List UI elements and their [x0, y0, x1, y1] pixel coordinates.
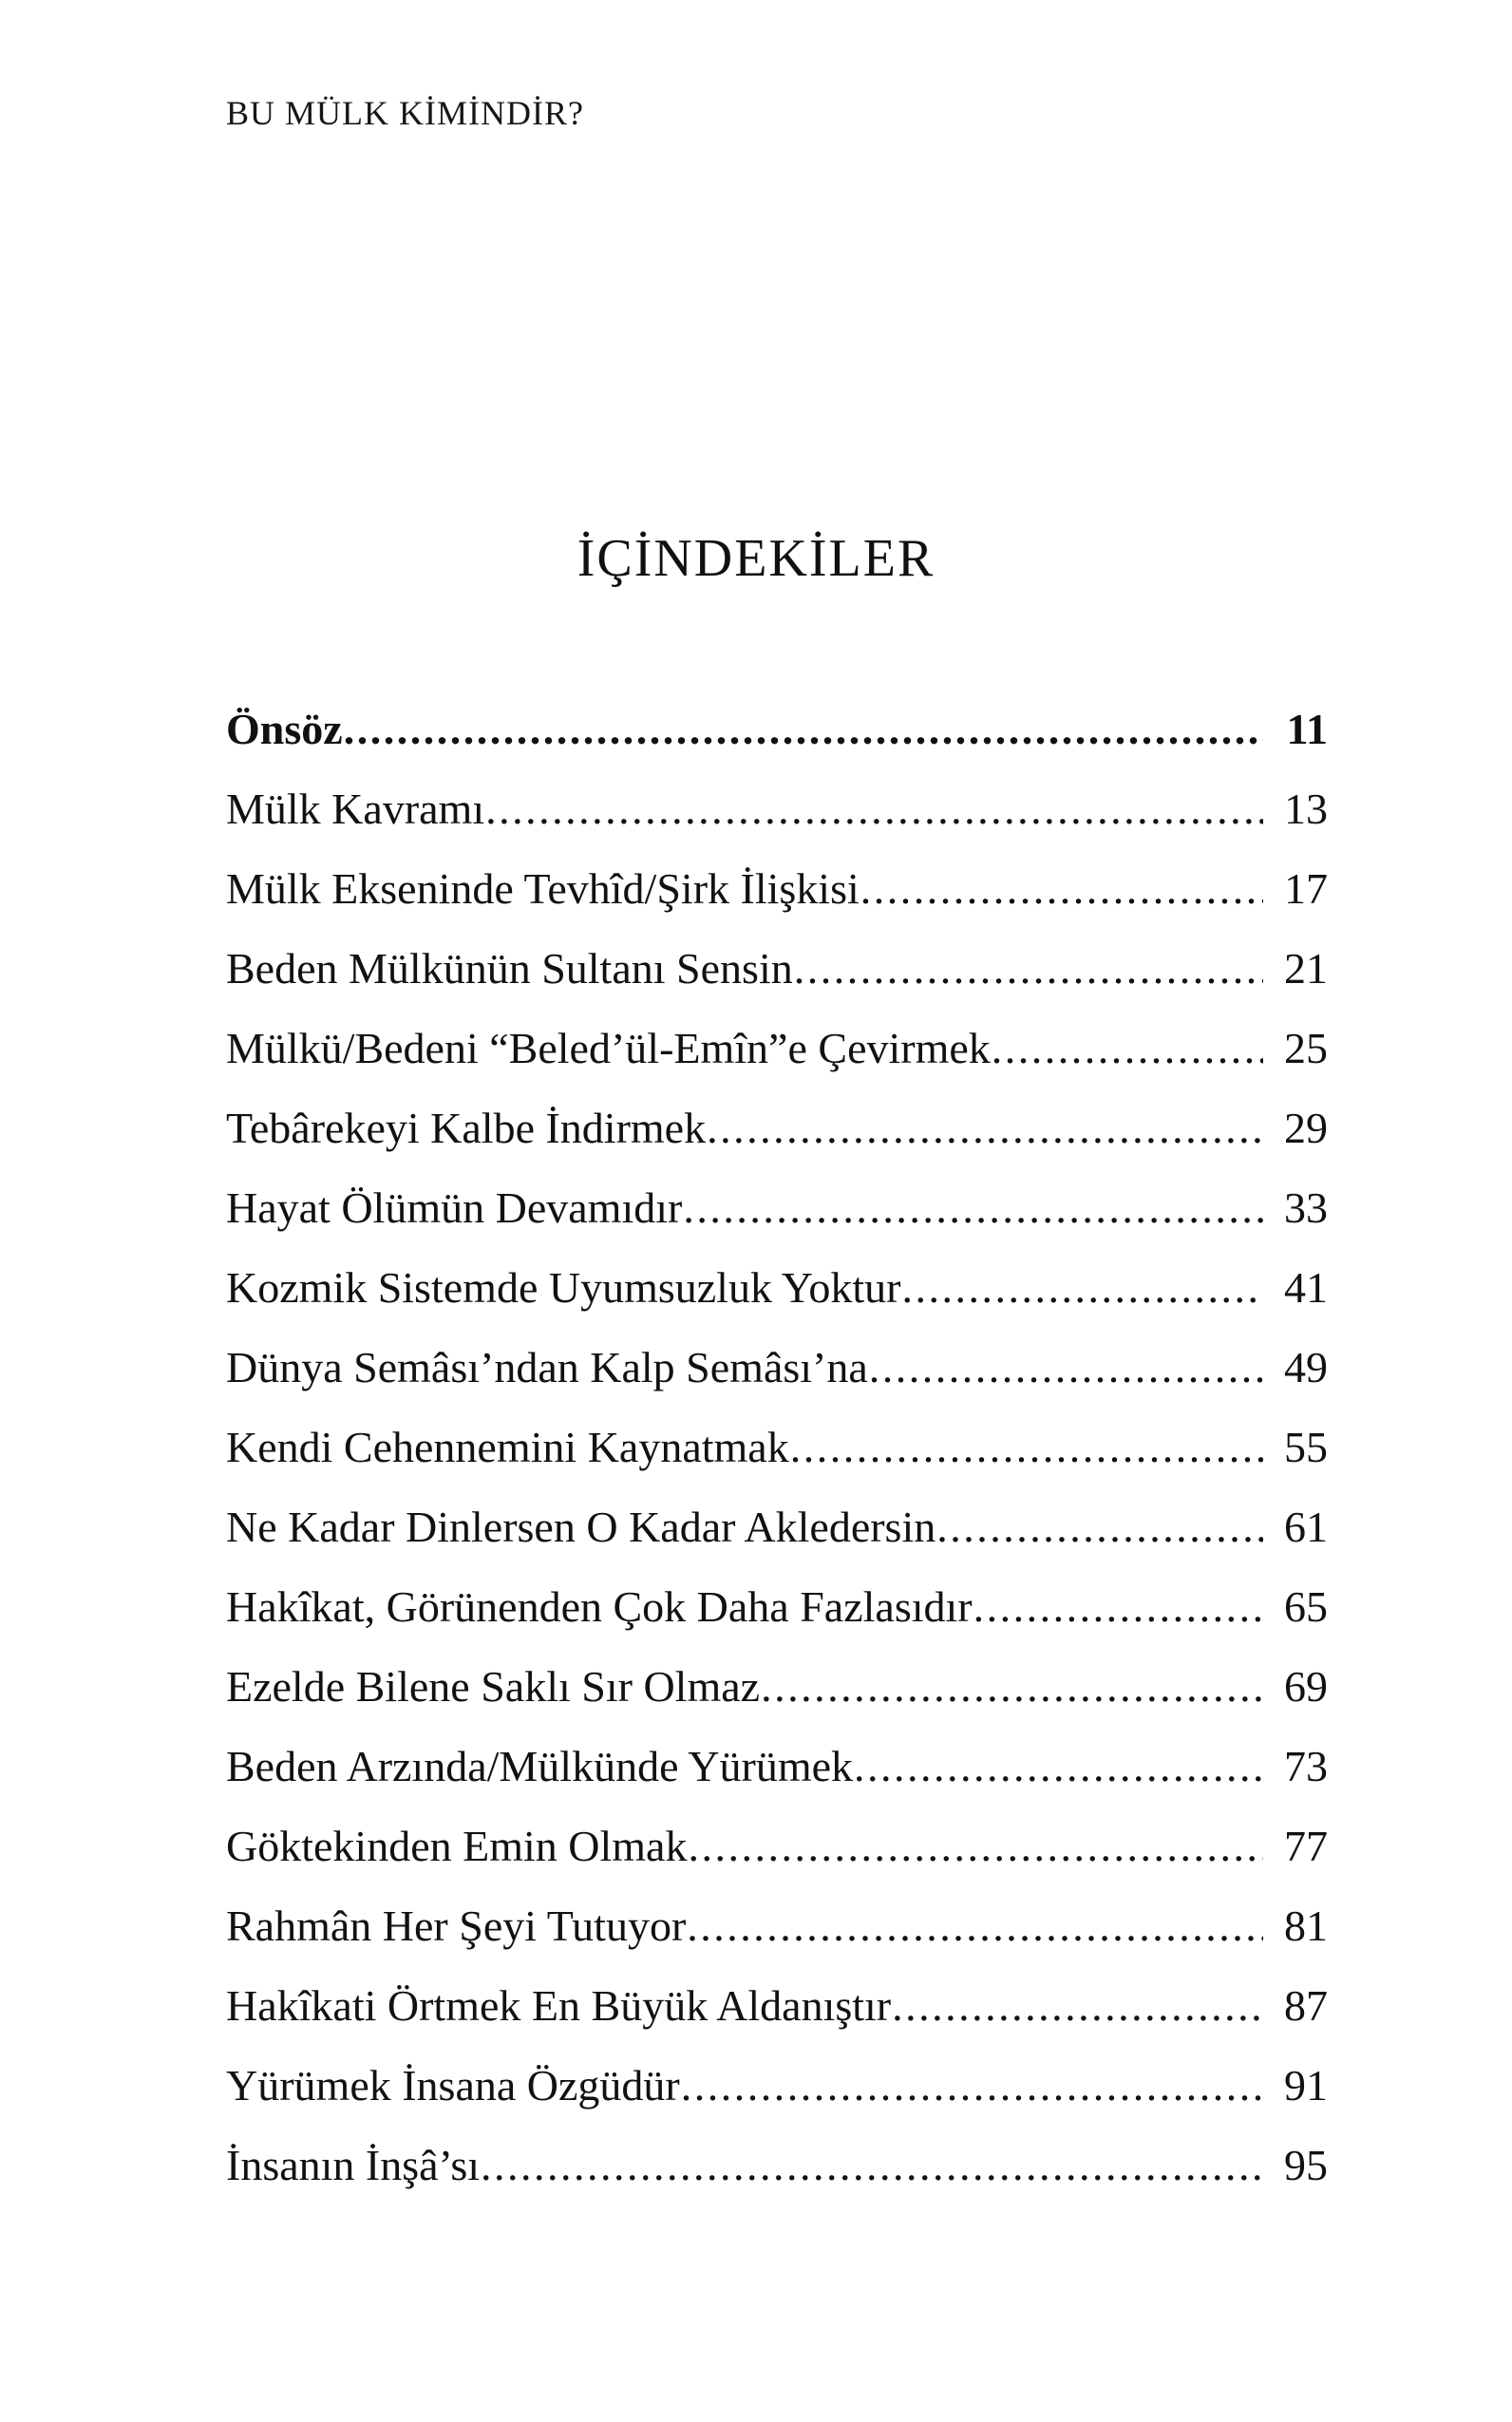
toc-entry-label: Tebârekeyi Kalbe İndirmek [226, 1104, 707, 1152]
toc-entry-label: Kozmik Sistemde Uyumsuzluk Yoktur [226, 1263, 901, 1312]
toc-entry-label: Ezelde Bilene Saklı Sır Olmaz [226, 1662, 761, 1711]
toc-entry-row [226, 1328, 1328, 1408]
toc-leader-dots [344, 690, 1263, 769]
toc-entry-row [226, 1567, 1328, 1647]
toc-leader-dots [973, 1567, 1263, 1647]
toc-entry-page-number: 41 [1284, 1263, 1328, 1312]
toc-entry-page-number: 49 [1284, 1343, 1328, 1391]
toc-entry-label: Kendi Cehennemini Kaynatmak [226, 1423, 789, 1471]
toc-entry-label: Ne Kadar Dinlersen O Kadar Akledersin [226, 1503, 936, 1551]
toc-entry-page-number: 33 [1284, 1183, 1328, 1232]
toc-entry-page-number: 21 [1284, 944, 1328, 993]
toc-entry-label: Dünya Semâsı’ndan Kalp Semâsı’na [226, 1343, 868, 1391]
toc-leader-dots [687, 1886, 1263, 1966]
toc-entry-row [226, 1487, 1328, 1567]
toc-entry-label: Göktekinden Emin Olmak [226, 1822, 688, 1870]
toc-leader-dots [761, 1647, 1263, 1727]
toc-entry-row [226, 1009, 1328, 1088]
toc-leader-dots [681, 2046, 1263, 2126]
toc-leader-dots [481, 2126, 1263, 2205]
toc-entry-label: Mülkü/Bedeni “Beled’ül-Emîn”e Çevirmek [226, 1024, 991, 1072]
toc-entry-page-number: 13 [1284, 785, 1328, 833]
toc-leader-dots [992, 1009, 1263, 1088]
toc-entry-label: Beden Mülkünün Sultanı Sensin [226, 944, 793, 993]
toc-leader-dots [936, 1487, 1263, 1567]
toc-entry-page-number: 65 [1284, 1582, 1328, 1631]
toc-title: İÇİNDEKİLER [576, 529, 936, 588]
toc-entry-label: Önsöz [226, 705, 343, 753]
toc-leader-dots [707, 1088, 1263, 1168]
toc-leader-dots [901, 1248, 1263, 1328]
toc-entry-label: Hayat Ölümün Devamıdır [226, 1183, 683, 1232]
running-header [226, 93, 584, 133]
toc-leader-dots [688, 1807, 1263, 1886]
toc-entry-label: Hakîkati Örtmek En Büyük Aldanıştır [226, 1981, 892, 2030]
toc-entry-label: Mülk Ekseninde Tevhîd/Şirk İlişkisi [226, 864, 860, 913]
toc-leader-dots [683, 1168, 1263, 1248]
toc-leader-dots [790, 1408, 1263, 1487]
book-title: BU MÜLK KİMİNDİR? [226, 94, 584, 132]
toc-entry-row [226, 2046, 1328, 2126]
toc-entry-row [226, 1647, 1328, 1727]
toc-entry-label: Beden Arzında/Mülkünde Yürümek [226, 1742, 854, 1790]
toc-entry-row [226, 1807, 1328, 1886]
toc-entry-row [226, 1966, 1328, 2046]
toc-entry-row [226, 690, 1328, 769]
toc-entry-page-number: 73 [1284, 1742, 1328, 1790]
toc-entry-page-number: 17 [1284, 864, 1328, 913]
toc-entry-row [226, 769, 1328, 849]
toc-entry-page-number: 87 [1284, 1981, 1328, 2030]
toc-list [226, 690, 1328, 2205]
toc-leader-dots [892, 1966, 1263, 2046]
toc-entry-page-number: 11 [1286, 705, 1328, 753]
toc-leader-dots [860, 849, 1263, 929]
toc-leader-dots [485, 769, 1263, 849]
toc-entry-page-number: 81 [1284, 1902, 1328, 1950]
toc-entry-row [226, 1727, 1328, 1807]
toc-leader-dots [794, 929, 1263, 1009]
toc-entry-label: İnsanın İnşâ’sı [226, 2141, 481, 2189]
toc-entry-row [226, 1248, 1328, 1328]
toc-entry-page-number: 55 [1284, 1423, 1328, 1471]
toc-entry-row [226, 1886, 1328, 1966]
toc-entry-page-number: 29 [1284, 1104, 1328, 1152]
toc-entry-row [226, 929, 1328, 1009]
toc-entry-page-number: 91 [1284, 2061, 1328, 2110]
toc-leader-dots [869, 1328, 1263, 1408]
toc-leader-dots [854, 1727, 1263, 1807]
toc-entry-row [226, 1408, 1328, 1487]
toc-entry-label: Hakîkat, Görünenden Çok Daha Fazlasıdır [226, 1582, 973, 1631]
toc-entry-page-number: 69 [1284, 1662, 1328, 1711]
toc-entry-row [226, 2126, 1328, 2205]
toc-entry-row [226, 849, 1328, 929]
toc-entry-label: Mülk Kavramı [226, 785, 485, 833]
toc-entry-row [226, 1168, 1328, 1248]
toc-entry-page-number: 25 [1284, 1024, 1328, 1072]
toc-entry-label: Rahmân Her Şeyi Tutuyor [226, 1902, 687, 1950]
toc-entry-label: Yürümek İnsana Özgüdür [226, 2061, 680, 2110]
toc-entry-page-number: 61 [1284, 1503, 1328, 1551]
toc-entry-page-number: 95 [1284, 2141, 1328, 2189]
toc-entry-row [226, 1088, 1328, 1168]
toc-entry-page-number: 77 [1284, 1822, 1328, 1870]
